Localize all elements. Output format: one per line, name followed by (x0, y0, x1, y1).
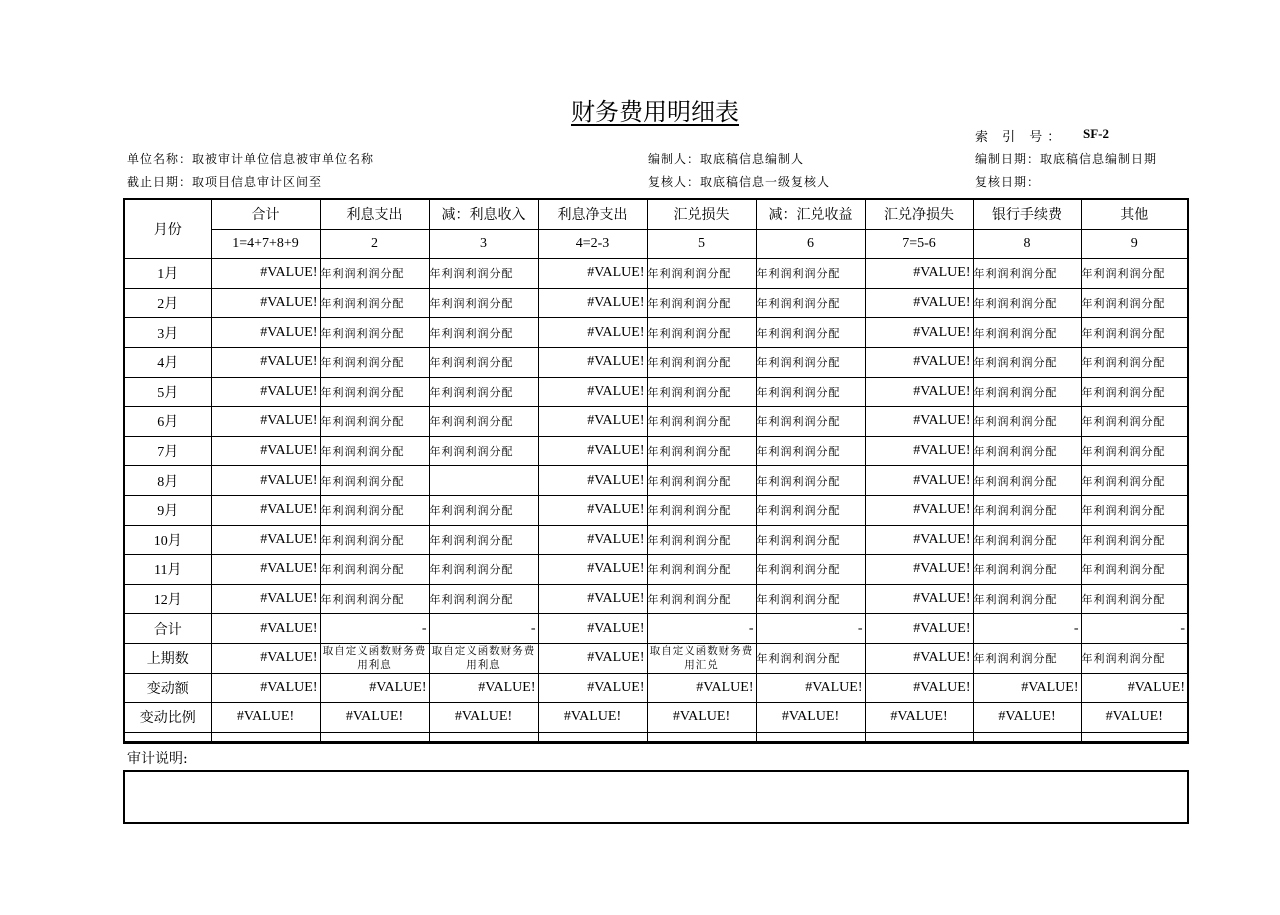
table-cell: 年利润利润分配 (429, 407, 538, 437)
table-cell (429, 466, 538, 496)
table-cell: 年利润利润分配 (320, 555, 429, 585)
row-label: 4月 (125, 347, 211, 377)
table-cell: 年利润利润分配 (320, 318, 429, 348)
table-cell: #VALUE! (211, 525, 320, 555)
table-cell: #VALUE! (211, 466, 320, 496)
table-cell: 年利润利润分配 (647, 407, 756, 437)
col-header: 合计 (211, 200, 320, 229)
period-field (127, 173, 322, 190)
table-cell: 年利润利润分配 (647, 555, 756, 585)
table-cell: 年利润利润分配 (429, 347, 538, 377)
period-label: 截止日期： (127, 175, 193, 189)
formula-cell: 7=5-6 (865, 229, 973, 259)
table-cell (756, 732, 865, 741)
table-cell: #VALUE! (538, 288, 647, 318)
formula-cell: 8 (973, 229, 1081, 259)
unit-name-label: 单位名称： (127, 152, 193, 166)
formula-cell: 5 (647, 229, 756, 259)
preparer-field (648, 150, 804, 167)
table-cell: #VALUE! (211, 377, 320, 407)
table-cell: #VALUE! (211, 288, 320, 318)
table-cell: #VALUE! (865, 318, 973, 348)
row-label: 5月 (125, 377, 211, 407)
table-cell: 年利润利润分配 (429, 555, 538, 585)
table-cell: #VALUE! (538, 584, 647, 614)
table-cell: 年利润利润分配 (320, 288, 429, 318)
table-cell: #VALUE! (211, 495, 320, 525)
table-row (125, 347, 1187, 377)
table-cell: #VALUE! (211, 673, 320, 703)
table-cell: #VALUE! (538, 643, 647, 673)
table-cell: #VALUE! (538, 703, 647, 733)
table-cell: 年利润利润分配 (1081, 259, 1187, 289)
table-cell: - (320, 614, 429, 644)
formula-row (125, 229, 1187, 259)
month-header: 月份 (125, 200, 211, 259)
table-cell: #VALUE! (429, 673, 538, 703)
table-cell: 年利润利润分配 (756, 259, 865, 289)
table-cell: 年利润利润分配 (756, 525, 865, 555)
formula-cell: 4=2-3 (538, 229, 647, 259)
table-cell: 年利润利润分配 (320, 525, 429, 555)
table-cell: 年利润利润分配 (756, 318, 865, 348)
table-cell: #VALUE! (756, 673, 865, 703)
table-cell: #VALUE! (538, 347, 647, 377)
prep-date-label: 编制日期： (975, 152, 1041, 166)
table-cell (1081, 732, 1187, 741)
table-cell: 年利润利润分配 (973, 495, 1081, 525)
table-cell: #VALUE! (211, 555, 320, 585)
table-cell: 年利润利润分配 (973, 407, 1081, 437)
table-cell: 年利润利润分配 (973, 525, 1081, 555)
table-cell: #VALUE! (973, 703, 1081, 733)
table-cell: #VALUE! (538, 318, 647, 348)
col-header: 银行手续费 (973, 200, 1081, 229)
table-cell: #VALUE! (211, 584, 320, 614)
table-cell: #VALUE! (211, 318, 320, 348)
period-value: 取项目信息审计区间至 (192, 175, 323, 189)
col-header: 利息支出 (320, 200, 429, 229)
table-cell: #VALUE! (211, 347, 320, 377)
table-cell: #VALUE! (865, 436, 973, 466)
table-cell: #VALUE! (865, 495, 973, 525)
table-cell: 年利润利润分配 (320, 377, 429, 407)
table-row (125, 495, 1187, 525)
table-cell: #VALUE! (538, 466, 647, 496)
table-cell: #VALUE! (1081, 673, 1187, 703)
column-header-row (125, 200, 1187, 229)
table-cell: 年利润利润分配 (320, 347, 429, 377)
table-row (125, 407, 1187, 437)
table-row (125, 584, 1187, 614)
row-label: 10月 (125, 525, 211, 555)
table-row (125, 377, 1187, 407)
table-cell: 年利润利润分配 (756, 377, 865, 407)
table-cell: 年利润利润分配 (756, 555, 865, 585)
table-row (125, 614, 1187, 644)
table-body (125, 200, 1187, 741)
table-cell: 年利润利润分配 (973, 318, 1081, 348)
preparer-label: 编制人： (648, 152, 701, 166)
row-label: 变动额 (125, 673, 211, 703)
table-cell: #VALUE! (865, 525, 973, 555)
table-cell: #VALUE! (865, 643, 973, 673)
row-label: 合计 (125, 614, 211, 644)
table-cell: #VALUE! (538, 436, 647, 466)
table-row (125, 259, 1187, 289)
table-cell: #VALUE! (538, 377, 647, 407)
row-label: 2月 (125, 288, 211, 318)
table-cell: 年利润利润分配 (756, 495, 865, 525)
table-cell: #VALUE! (865, 673, 973, 703)
table-cell: #VALUE! (429, 703, 538, 733)
expense-table-grid (125, 200, 1187, 742)
row-label: 变动比例 (125, 703, 211, 733)
table-cell: 年利润利润分配 (320, 436, 429, 466)
table-cell: 年利润利润分配 (756, 288, 865, 318)
table-cell: #VALUE! (538, 525, 647, 555)
table-cell: 年利润利润分配 (973, 643, 1081, 673)
table-row (125, 703, 1187, 733)
table-cell: #VALUE! (538, 259, 647, 289)
table-cell: #VALUE! (211, 407, 320, 437)
expense-table (123, 198, 1189, 744)
table-cell: 年利润利润分配 (320, 495, 429, 525)
table-cell: #VALUE! (865, 377, 973, 407)
table-cell: 取自定义函数财务费用利息 (320, 643, 429, 673)
table-row (125, 732, 1187, 741)
table-cell: #VALUE! (320, 703, 429, 733)
table-cell: 年利润利润分配 (429, 525, 538, 555)
table-row (125, 288, 1187, 318)
table-cell: 年利润利润分配 (973, 377, 1081, 407)
col-header: 其他 (1081, 200, 1187, 229)
table-cell: #VALUE! (538, 495, 647, 525)
table-cell: #VALUE! (211, 436, 320, 466)
col-header: 利息净支出 (538, 200, 647, 229)
table-cell (538, 732, 647, 741)
prep-date-value: 取底稿信息编制日期 (1040, 152, 1158, 166)
table-cell: - (429, 614, 538, 644)
table-cell: - (647, 614, 756, 644)
table-cell: 年利润利润分配 (320, 584, 429, 614)
table-cell: 年利润利润分配 (429, 259, 538, 289)
table-cell: 年利润利润分配 (1081, 584, 1187, 614)
table-cell: 年利润利润分配 (647, 584, 756, 614)
table-cell: 年利润利润分配 (429, 318, 538, 348)
table-cell: #VALUE! (211, 703, 320, 733)
row-label: 7月 (125, 436, 211, 466)
table-cell (125, 732, 211, 741)
table-cell: 年利润利润分配 (429, 288, 538, 318)
table-cell: #VALUE! (865, 584, 973, 614)
formula-cell: 1=4+7+8+9 (211, 229, 320, 259)
row-label: 1月 (125, 259, 211, 289)
table-row (125, 643, 1187, 673)
table-cell: 取自定义函数财务费用利息 (429, 643, 538, 673)
row-label: 上期数 (125, 643, 211, 673)
table-cell: 年利润利润分配 (647, 259, 756, 289)
audit-note-label: 审计说明: (127, 751, 188, 767)
table-row (125, 466, 1187, 496)
row-label: 11月 (125, 555, 211, 585)
table-cell: 年利润利润分配 (973, 436, 1081, 466)
table-cell: #VALUE! (211, 259, 320, 289)
table-cell: 年利润利润分配 (973, 466, 1081, 496)
table-cell: #VALUE! (865, 288, 973, 318)
prep-date-field (975, 150, 1157, 167)
table-cell: 年利润利润分配 (1081, 407, 1187, 437)
table-cell: 年利润利润分配 (756, 466, 865, 496)
reviewer-field (648, 173, 830, 190)
table-cell: - (1081, 614, 1187, 644)
table-row (125, 555, 1187, 585)
table-row (125, 318, 1187, 348)
table-cell: 年利润利润分配 (756, 407, 865, 437)
table-cell: #VALUE! (973, 673, 1081, 703)
table-cell: 年利润利润分配 (1081, 643, 1187, 673)
table-cell: 年利润利润分配 (1081, 288, 1187, 318)
table-cell: 年利润利润分配 (973, 288, 1081, 318)
review-date-field (975, 173, 1040, 190)
table-cell: 年利润利润分配 (429, 495, 538, 525)
table-cell: 年利润利润分配 (1081, 377, 1187, 407)
index-value: SF-2 (1083, 126, 1109, 141)
table-cell: 年利润利润分配 (429, 377, 538, 407)
page-title: 财务费用明细表 (571, 98, 739, 126)
row-label: 3月 (125, 318, 211, 348)
col-header: 减：汇兑收益 (756, 200, 865, 229)
table-cell: #VALUE! (865, 703, 973, 733)
table-cell: 年利润利润分配 (1081, 495, 1187, 525)
table-cell: 年利润利润分配 (1081, 318, 1187, 348)
col-header: 减：利息收入 (429, 200, 538, 229)
table-cell (973, 732, 1081, 741)
table-cell: 年利润利润分配 (973, 584, 1081, 614)
table-cell (647, 732, 756, 741)
table-row (125, 673, 1187, 703)
table-cell: #VALUE! (865, 555, 973, 585)
reviewer-label: 复核人： (648, 175, 701, 189)
table-cell: 年利润利润分配 (320, 407, 429, 437)
table-cell: 年利润利润分配 (320, 259, 429, 289)
table-cell: #VALUE! (756, 703, 865, 733)
review-date-label: 复核日期： (975, 175, 1041, 189)
table-cell: #VALUE! (647, 703, 756, 733)
table-cell (211, 732, 320, 741)
row-label: 8月 (125, 466, 211, 496)
table-cell: 年利润利润分配 (973, 347, 1081, 377)
table-cell: 年利润利润分配 (647, 525, 756, 555)
table-row (125, 436, 1187, 466)
table-cell (865, 732, 973, 741)
table-cell: #VALUE! (211, 614, 320, 644)
table-cell: 年利润利润分配 (429, 436, 538, 466)
table-cell: - (756, 614, 865, 644)
table-cell: 年利润利润分配 (320, 466, 429, 496)
table-cell: 年利润利润分配 (647, 318, 756, 348)
table-cell: #VALUE! (865, 259, 973, 289)
table-cell: #VALUE! (865, 466, 973, 496)
table-cell: 年利润利润分配 (647, 288, 756, 318)
table-cell: #VALUE! (647, 673, 756, 703)
table-cell: #VALUE! (320, 673, 429, 703)
col-header: 汇兑损失 (647, 200, 756, 229)
table-cell: #VALUE! (211, 643, 320, 673)
table-cell: #VALUE! (538, 673, 647, 703)
row-label: 9月 (125, 495, 211, 525)
table-cell (320, 732, 429, 741)
formula-cell: 6 (756, 229, 865, 259)
table-cell: 年利润利润分配 (973, 555, 1081, 585)
formula-cell: 2 (320, 229, 429, 259)
table-cell: 年利润利润分配 (1081, 555, 1187, 585)
col-header: 汇兑净损失 (865, 200, 973, 229)
reviewer-value: 取底稿信息一级复核人 (700, 175, 831, 189)
unit-name-field (127, 150, 374, 167)
table-cell: 年利润利润分配 (647, 347, 756, 377)
table-cell: 年利润利润分配 (647, 377, 756, 407)
row-label: 12月 (125, 584, 211, 614)
table-cell: 年利润利润分配 (1081, 436, 1187, 466)
table-cell: 年利润利润分配 (647, 466, 756, 496)
table-cell: 年利润利润分配 (1081, 466, 1187, 496)
table-cell: #VALUE! (865, 347, 973, 377)
table-cell: 年利润利润分配 (647, 436, 756, 466)
table-cell: 年利润利润分配 (756, 643, 865, 673)
index-label: 索 引 号： (975, 130, 1066, 145)
table-cell: - (973, 614, 1081, 644)
row-label: 6月 (125, 407, 211, 437)
preparer-value: 取底稿信息编制人 (700, 152, 805, 166)
formula-cell: 9 (1081, 229, 1187, 259)
formula-cell: 3 (429, 229, 538, 259)
table-cell: 年利润利润分配 (647, 495, 756, 525)
table-cell: 年利润利润分配 (429, 584, 538, 614)
table-cell: 年利润利润分配 (756, 584, 865, 614)
table-cell: #VALUE! (538, 555, 647, 585)
table-cell: 年利润利润分配 (1081, 347, 1187, 377)
table-cell (429, 732, 538, 741)
table-cell: 年利润利润分配 (756, 347, 865, 377)
table-cell: #VALUE! (865, 614, 973, 644)
audit-note-box[interactable] (123, 770, 1189, 824)
table-cell: 年利润利润分配 (973, 259, 1081, 289)
table-cell: #VALUE! (538, 614, 647, 644)
table-cell: #VALUE! (1081, 703, 1187, 733)
table-cell: 取自定义函数财务费用汇兑 (647, 643, 756, 673)
unit-name-value: 取被审计单位信息被审单位名称 (192, 152, 375, 166)
table-row (125, 525, 1187, 555)
table-cell: #VALUE! (865, 407, 973, 437)
table-cell: 年利润利润分配 (1081, 525, 1187, 555)
table-cell: #VALUE! (538, 407, 647, 437)
table-cell: 年利润利润分配 (756, 436, 865, 466)
